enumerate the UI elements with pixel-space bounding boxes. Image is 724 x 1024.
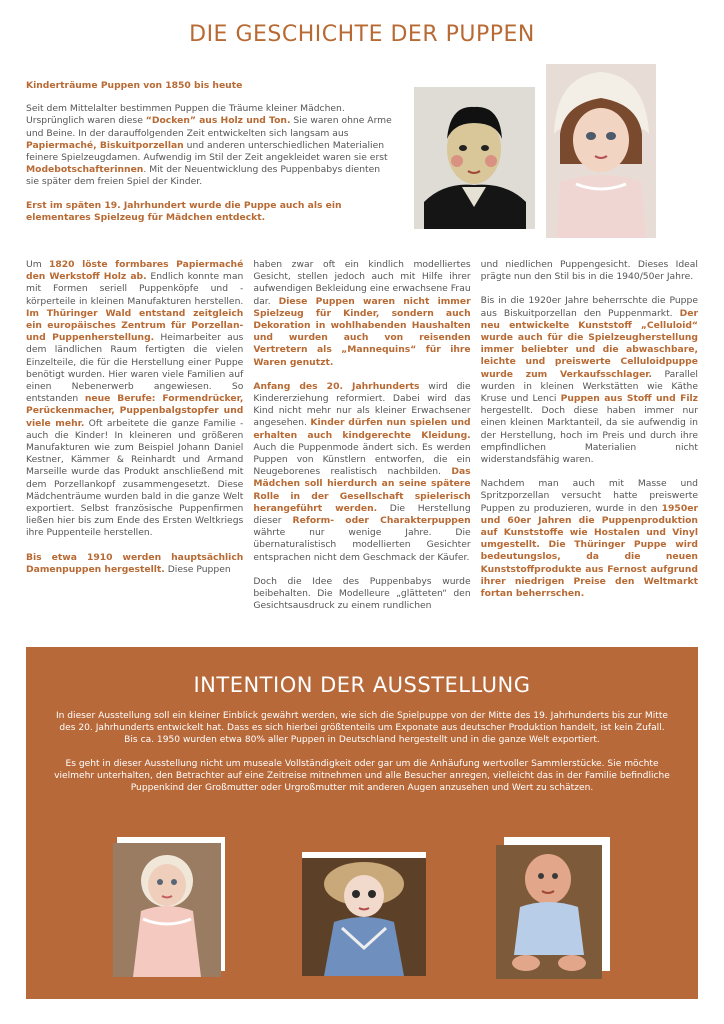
body-text: Die Herstellung dieser	[253, 502, 471, 527]
intention-title: INTENTION DER AUSSTELLUNG	[193, 673, 531, 697]
body-text: hergestellt. Doch diese haben immer nur einen kleinen Marktanteil, da sie aufwendig in der Herstellung, hoch im Preis und durch ihre empfindlichen Materialien nicht widerstandsfähig waren.	[480, 405, 698, 466]
article-column	[481, 259, 698, 624]
article-paragraph	[481, 295, 698, 466]
body-text: währte nur wenige Jahre. Die übernaturalistisch modellierten Gesichter entsprachen nicht dem Geschmack der Käufer.	[253, 527, 471, 563]
emphasis-text: Anfang des 20. Jahrhunderts	[253, 380, 420, 392]
emphasis-text: Im Thüringer Wald entstand zeitgleich ein europäisches Zentrum für Porzellan-und Puppenherstellung.	[26, 307, 244, 344]
intro-heading: Kinderträume Puppen von 1850 bis heute	[26, 80, 243, 91]
article-column	[253, 259, 470, 624]
intention-text	[52, 710, 672, 805]
body-text: Sie waren ohne Arme und Beine. In der darauffolgenden Zeit entwickelten sich langsam aus	[26, 115, 392, 139]
body-text: Diese Puppen	[164, 563, 231, 575]
baby-doll-blue-romper-photo	[496, 845, 602, 979]
body-text: Bis in die 1920er Jahre beherrschte die Puppe aus Biskuitporzellan den Puppenmarkt.	[480, 295, 698, 319]
body-text: Endlich konnte man mit Formen seriell Puppenköpfe und -körperteile in kleinen Manufakturen herstellen.	[26, 271, 244, 307]
body-text: Auch die Puppenmode ändert sich. Es werden Puppen von Künstlern entworfen, die ein Neugeborenes realistisch nachbilden.	[253, 441, 471, 478]
emphasis-text: Diese Puppen waren nicht immer Spielzeug für Kinder, sondern auch Dekoration in wohlhabenden Haushalten und wurden auch von reisenden Vertretern als „Mannequins“ für ihre Waren genutzt.	[253, 295, 471, 368]
emphasis-text: Kinder dürfen nun spielen und erhalten auch kindgerechte Kleidung.	[253, 417, 471, 441]
intro-paragraph	[26, 103, 396, 188]
intention-panel	[26, 647, 698, 999]
emphasis-text: Papiermaché, Biskuitporzellan	[26, 139, 184, 151]
emphasis-text: Der neu entwickelte Kunststoff „Celluloid“ wurde auch für die Spielzeugherstellung immer beliebter und die abwaschbare, leichte und preiswerte Celluloidpuppe wurde zum Verkaufsschlager.	[480, 307, 698, 380]
bisque-doll-bonnet-photo	[546, 64, 656, 238]
photo-frame	[117, 837, 225, 971]
article-column	[26, 259, 243, 624]
body-text: und anderen unterschiedlichen Materialien feinere Spielzeugdamen. Aufwendig im Stil der Zeit angekleidet waren sie erst	[26, 139, 388, 164]
body-text: wird die Kindererziehung reformiert. Dabei wird das Kind nicht mehr nur als kleiner Erwachsener angesehen.	[253, 380, 471, 429]
intro-section	[26, 80, 396, 235]
article-paragraph	[481, 478, 698, 600]
article-paragraph	[253, 576, 470, 613]
doll-blue-dress-photo	[302, 858, 426, 976]
emphasis-text: Puppen aus Stoff und Filz	[560, 393, 698, 405]
emphasis-text: Das Mädchen soll hierdurch an seine spätere Rolle in der Gesellschaft spielerisch herangeführt werden.	[253, 466, 471, 514]
body-text: Seit dem Mittelalter bestimmen Puppen die Träume kleiner Mädchen. Ursprünglich waren diese	[26, 103, 345, 127]
intro-highlight: Erst im späten 19. Jahrhundert wurde die Puppe auch als ein elementares Spielzeug für Mädchen entdeckt.	[26, 199, 342, 223]
article-columns	[26, 259, 698, 624]
body-text: haben zwar oft ein kindlich modelliertes Gesicht, stellen jedoch auch mit Hilfe ihrer aufwendigen Bekleidung eine erwachsene Frau dar.	[253, 259, 471, 307]
page-title: DIE GESCHICHTE DER PUPPEN	[189, 22, 535, 47]
emphasis-text: 1820 löste formbares Papiermaché den Werkstoff Holz ab.	[26, 259, 244, 283]
body-text: Heimarbeiter aus dem ländlichen Raum fertigten die vielen Einzelteile, die für die Herstellung einer Puppe benötigt wurden. Hier waren viele Familien auf einen Nebenerwerb angewiesen. So entstanden	[26, 332, 244, 405]
article-paragraph	[253, 259, 470, 369]
emphasis-text: Reform- oder Charakterpuppen	[292, 515, 471, 527]
body-text: Doch die Idee des Puppenbabys wurde beibehalten. Die Modelleure „glätteten“ den Gesichtsausdruck zu einem rundlichen	[253, 575, 471, 612]
body-text: . Mit der Neuentwicklung des Puppenbabys dienten sie später dem freien Spiel der Kinder.	[26, 164, 381, 188]
emphasis-text: Bis etwa 1910 werden hauptsächlich Damenpuppen hergestellt.	[26, 551, 244, 575]
emphasis-text: Modebotschafterinnen	[26, 164, 144, 176]
photo-frame	[504, 837, 610, 971]
emphasis-text: 1950er und 60er Jahren die Puppenproduktion auf Kunststoffe wie Hostalen und Vinyl umgestellt. Die Thüringer Puppe wird bedeutungslos, da die neuen Kunststoffprodukte aus Fernost aufgrund ihrer niedrigen Preise den Weltmarkt fortan beherrschen.	[480, 502, 698, 600]
article-paragraph	[26, 259, 243, 540]
article-paragraph	[481, 259, 698, 283]
body-text: Parallel wurden in kleinen Werkstätten wie Käthe Kruse und Lenci	[480, 368, 698, 405]
article-paragraph	[26, 552, 243, 576]
baby-doll-pink-dress-photo	[113, 843, 221, 977]
emphasis-text: “Docken” aus Holz und Ton.	[145, 115, 291, 127]
body-text: Oft arbeitete die ganze Familie - auch die Kinder! In kleineren und größeren Manufakturen wie zum Beispiel Johann Daniel Kestner, Kämmer & Reinhardt und Armand Marseille wurde das Produkt anschließend mit dem Porzellankopf zusammengesetzt. Diese Mädchenträume wurden bald in die ganze Welt exportiert. Selbst französische Puppenfirmen ließen hier bis zum Ende des Ersten Weltkriegs ihre Puppenteile herstellen.	[26, 417, 244, 539]
article-paragraph	[253, 381, 470, 564]
body-text: Nachdem man auch mit Masse und Spritzporzellan versucht hatte preiswerte Puppen zu produzieren, wurde in den	[480, 478, 698, 514]
intention-paragraph: In dieser Ausstellung soll ein kleiner Einblick gewährt werden, wie sich die Spielpuppe von der Mitte des 19. Jahrhunderts bis zur Mitte des 20. Jahrhunderts entwickelt hat. Dass es sich hierbei größtenteils um Exponate aus deutscher Produktion handelt, ist kein Zufall. Bis ca. 1950 wurden etwa 80% aller Puppen in Deutschland hergestellt und in die ganze Welt exportiert.	[55, 711, 669, 746]
papiermache-doll-photo	[414, 87, 535, 229]
emphasis-text: neue Berufe: Formendrücker, Perückenmacher, Puppenbalgstopfer und viele mehr.	[26, 393, 244, 429]
body-text: und niedlichen Puppengesicht. Dieses Ideal prägte nun den Stil bis in die 1940/50er Jahre.	[480, 259, 698, 283]
intention-paragraph: Es geht in dieser Ausstellung nicht um museale Vollständigkeit oder gar um die Anhäufung wertvoller Sammlerstücke. Sie möchte vielmehr unterhalten, den Betrachter auf eine Zeitreise mitnehmen und alle Besucher anregen, vielleicht das in der Familie befindliche Puppenkind der Großmutter oder Urgroßmutter mit anderen Augen anzusehen und Wert zu schätzen.	[54, 758, 670, 794]
photo-frame	[302, 852, 426, 970]
body-text: Um	[26, 259, 49, 270]
